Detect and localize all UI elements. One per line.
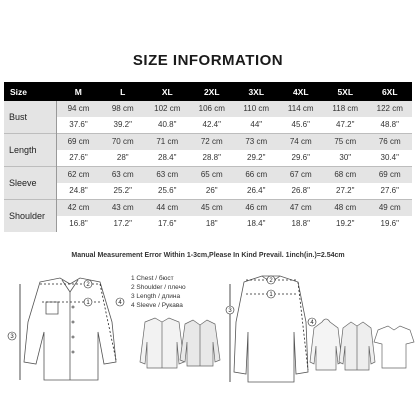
size-value-cell: 18" — [205, 219, 218, 228]
size-value-cell: 19.2" — [336, 219, 355, 228]
size-value-cell: 25.6" — [158, 186, 177, 195]
size-value-cell: 45.6" — [291, 120, 310, 129]
size-value-cell: 17.2" — [113, 219, 132, 228]
size-value-cell: 42 cm — [56, 200, 101, 217]
legend-item: 3 Length / длина — [131, 293, 181, 300]
size-value-cell: 66 cm — [234, 167, 279, 184]
size-value-cell: 69 cm — [56, 134, 101, 151]
page-title: SIZE INFORMATION — [132, 52, 284, 69]
sweater-marker-4: 4 — [310, 320, 314, 326]
size-value-cell: 26" — [205, 186, 218, 195]
size-value-cell: 25.2" — [113, 186, 132, 195]
row-label: Length — [4, 134, 56, 167]
size-value-cell: 63 cm — [145, 167, 190, 184]
table-row — [4, 101, 412, 117]
size-value-cell: 118 cm — [323, 101, 368, 117]
tshirt-sketch — [374, 326, 414, 368]
size-value-cell: 45 cm — [190, 200, 235, 217]
size-value-cell: 46 cm — [234, 200, 279, 217]
size-value-cell: 69 cm — [368, 167, 413, 184]
size-value-cell: 42.4" — [202, 120, 221, 129]
size-value-cell: 44" — [250, 120, 263, 129]
size-value-cell: 44 cm — [145, 200, 190, 217]
size-value-cell: 68 cm — [323, 167, 368, 184]
size-value-cell: 71 cm — [145, 134, 190, 151]
size-value-cell: 28.4" — [158, 153, 177, 162]
size-header-cell: L — [101, 82, 146, 101]
marker-3-label: 3 — [10, 334, 14, 340]
size-value-cell: 74 cm — [279, 134, 324, 151]
size-value-cell: 48 cm — [323, 200, 368, 217]
measurement-note: Manual Measurement Error Within 1-3cm,Please In Kind Prevail. 1inch(in.)=2.54cm — [71, 252, 345, 259]
legend-item: 4 Sleeve / Рукава — [131, 302, 183, 309]
size-header-cell: 2XL — [190, 82, 235, 101]
size-value-cell: 29.2" — [247, 153, 266, 162]
size-value-cell: 48.8" — [380, 120, 399, 129]
size-value-cell: 63 cm — [101, 167, 146, 184]
size-header-cell: 4XL — [279, 82, 324, 101]
table-row — [4, 167, 412, 184]
size-value-cell: 28.8" — [202, 153, 221, 162]
table-row — [4, 117, 412, 134]
size-value-cell: 73 cm — [234, 134, 279, 151]
size-value-cell: 40.8" — [158, 120, 177, 129]
size-value-cell: 43 cm — [101, 200, 146, 217]
size-value-cell: 39.2" — [113, 120, 132, 129]
legend-item: 2 Shoulder / плечо — [131, 284, 186, 291]
row-label: Shoulder — [4, 200, 56, 233]
table-row — [4, 183, 412, 200]
size-value-cell: 110 cm — [234, 101, 279, 117]
size-value-cell: 98 cm — [101, 101, 146, 117]
size-value-cell: 49 cm — [368, 200, 413, 217]
size-value-cell: 75 cm — [323, 134, 368, 151]
table-row — [4, 200, 412, 217]
size-value-cell: 30" — [339, 153, 352, 162]
size-value-cell: 47.2" — [336, 120, 355, 129]
shirt-measure-lines — [20, 284, 116, 380]
size-value-cell: 27.2" — [336, 186, 355, 195]
size-value-cell: 62 cm — [56, 167, 101, 184]
size-value-cell: 114 cm — [279, 101, 324, 117]
legend-item: 1 Chest / бюст — [131, 275, 174, 282]
sweater-marker-3: 3 — [228, 308, 232, 314]
size-value-cell: 102 cm — [145, 101, 190, 117]
size-value-cell: 37.6" — [69, 120, 88, 129]
size-value-cell: 18.8" — [291, 219, 310, 228]
jacket-sketch-2 — [180, 320, 220, 366]
row-label: Bust — [4, 101, 56, 134]
size-value-cell: 16.8" — [69, 219, 88, 228]
size-header-cell: 6XL — [368, 82, 413, 101]
size-value-cell: 67 cm — [279, 167, 324, 184]
size-value-cell: 28" — [116, 153, 129, 162]
marker-2-label: 2 — [86, 282, 90, 288]
size-value-cell: 106 cm — [190, 101, 235, 117]
size-header-cell: M — [56, 82, 101, 101]
hoodie-sketch — [310, 319, 342, 370]
size-header-cell: Size — [4, 82, 56, 101]
size-value-cell: 72 cm — [190, 134, 235, 151]
size-value-cell: 27.6" — [380, 186, 399, 195]
size-value-cell: 27.6" — [69, 153, 88, 162]
size-value-cell: 18.4" — [247, 219, 266, 228]
table-row — [4, 150, 412, 167]
size-value-cell: 94 cm — [56, 101, 101, 117]
size-value-cell: 17.6" — [158, 219, 177, 228]
size-value-cell: 26.4" — [247, 186, 266, 195]
size-value-cell: 19.6" — [380, 219, 399, 228]
cardigan-sketch — [339, 322, 375, 370]
marker-1-label: 1 — [86, 300, 90, 306]
sweater-marker-1: 1 — [269, 292, 273, 298]
size-value-cell: 26.8" — [291, 186, 310, 195]
size-value-cell: 65 cm — [190, 167, 235, 184]
measurement-legend — [131, 274, 186, 310]
size-value-cell: 122 cm — [368, 101, 413, 117]
size-header-cell: 5XL — [323, 82, 368, 101]
size-value-cell: 24.8" — [69, 186, 88, 195]
size-value-cell: 70 cm — [101, 134, 146, 151]
table-row — [4, 134, 412, 151]
size-header-cell: 3XL — [234, 82, 279, 101]
size-table — [4, 82, 412, 232]
garment-illustrations — [0, 262, 416, 416]
jacket-sketch-1 — [140, 318, 184, 368]
size-value-cell: 29.6" — [291, 153, 310, 162]
table-row — [4, 216, 412, 232]
marker-4-label: 4 — [118, 300, 122, 306]
size-header-cell: XL — [145, 82, 190, 101]
sweater-marker-2: 2 — [269, 278, 273, 284]
size-header-row — [4, 82, 412, 101]
row-label: Sleeve — [4, 167, 56, 200]
size-value-cell: 30.4" — [380, 153, 399, 162]
size-value-cell: 76 cm — [368, 134, 413, 151]
size-value-cell: 47 cm — [279, 200, 324, 217]
